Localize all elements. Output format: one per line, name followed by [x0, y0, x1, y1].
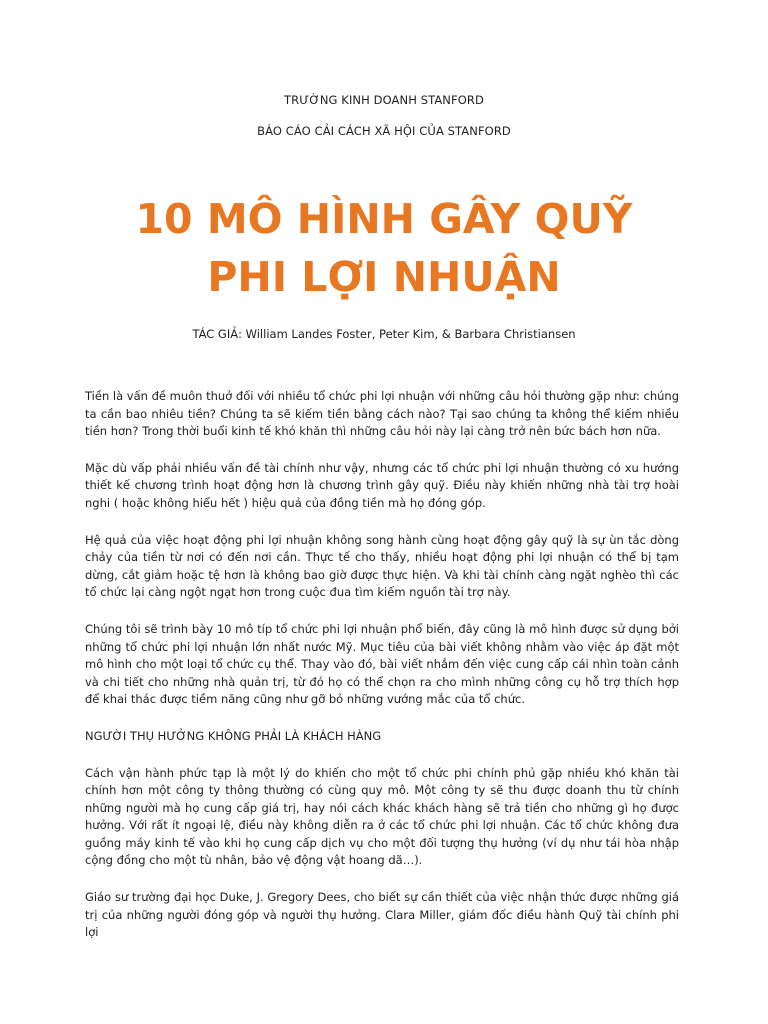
title-line-2: PHI LỢI NHUẬN [207, 253, 561, 301]
document-body [85, 388, 679, 961]
paragraph: Cách vận hành phức tạp là một lý do khiến cho một tổ chức phi chính phủ gặp nhiều khó khăn tài chính hơn một công ty thông thường có cùng quy mô. Một công ty sẽ thu được doanh thu từ chính những người mà họ cung cấp giá trị, hay nói cách khác khách hàng sẽ trả tiền cho những gì họ được hưởng. Với rất ít ngoại lệ, điều này không diễn ra ở các tổ chức phi lợi nhuận. Các tổ chức không đưa guồng máy kinh tế vào khi họ cung cấp dịch vụ cho một đối tượng thụ hưởng (ví dụ như tái hòa nhập cộng đồng cho một tù nhân, bảo vệ động vật hoang dã…). [85, 765, 679, 868]
authors-line: TÁC GIẢ: William Landes Foster, Peter Kim, & Barbara Christiansen [192, 327, 576, 341]
section-heading: NGƯỜI THỤ HƯỞNG KHÔNG PHẢI LÀ KHÁCH HÀNG [85, 728, 382, 743]
paragraph: Tiền là vấn đề muôn thuở đối với nhiều tổ chức phi lợi nhuận với những câu hỏi thường gặp như: chúng ta cần bao nhiêu tiền? Chúng ta sẽ kiếm tiền bằng cách nào? Tại sao chúng ta không thể kiếm nhiều tiền hơn? Trong thời buổi kinh tế khó khăn thì những câu hỏi này lại càng trở nên bức bách hơn nữa. [85, 389, 679, 439]
report-name: BÁO CÁO CẢI CÁCH XÃ HỘI CỦA STANFORD [257, 124, 511, 138]
school-name: TRƯỜNG KINH DOANH STANFORD [284, 93, 484, 107]
paragraph: Mặc dù vấp phải nhiều vấn đề tài chính như vậy, nhưng các tổ chức phi lợi nhuận thường có xu hướng thiết kế chương trình hoạt động hơn là chương trình gây quỹ. Điều này khiến những nhà tài trợ hoài nghi ( hoặc không hiểu hết ) hiệu quả của đồng tiền mà họ đóng góp. [85, 460, 679, 510]
document-title [0, 190, 768, 306]
paragraph: Giáo sư trường đại học Duke, J. Gregory Dees, cho biết sự cần thiết của việc nhận thức được những giá trị của những người đóng góp và người thụ hưởng. Clara Miller, giám đốc điều hành Quỹ tài chính phi lợi [85, 890, 679, 940]
paragraph: Chúng tôi sẽ trình bày 10 mô típ tổ chức phi lợi nhuận phổ biến, đây cũng là mô hình được sử dụng bởi những tổ chức phi lợi nhuận lớn nhất nước Mỹ. Mục tiêu của bài viết không nhằm vào việc áp đặt một mô hình cho một loại tổ chức cụ thể. Thay vào đó, bài viết nhắm đến việc cung cấp cái nhìn toàn cảnh và chi tiết cho những nhà quản trị, từ đó họ có thể chọn ra cho mình những công cụ hỗ trợ thích hợp để khai thác được tiềm năng cũng như gỡ bỏ những vướng mắc của tổ chức. [85, 621, 679, 707]
paragraph: Hệ quả của việc hoạt động phi lợi nhuận không song hành cùng hoạt động gây quỹ là sự ùn tắc dòng chảy của tiền từ nơi có đến nơi cần. Thực tế cho thấy, nhiều hoạt động phi lợi nhuận có thể bị tạm dừng, cắt giảm hoặc tệ hơn là không bao giờ được thực hiện. Và khi tài chính càng ngặt nghèo thì các tổ chức lại càng ngột ngạt hơn trong cuộc đua tìm kiếm nguồn tài trợ này. [85, 532, 679, 600]
title-line-1: 10 MÔ HÌNH GÂY QUỸ [135, 195, 633, 243]
